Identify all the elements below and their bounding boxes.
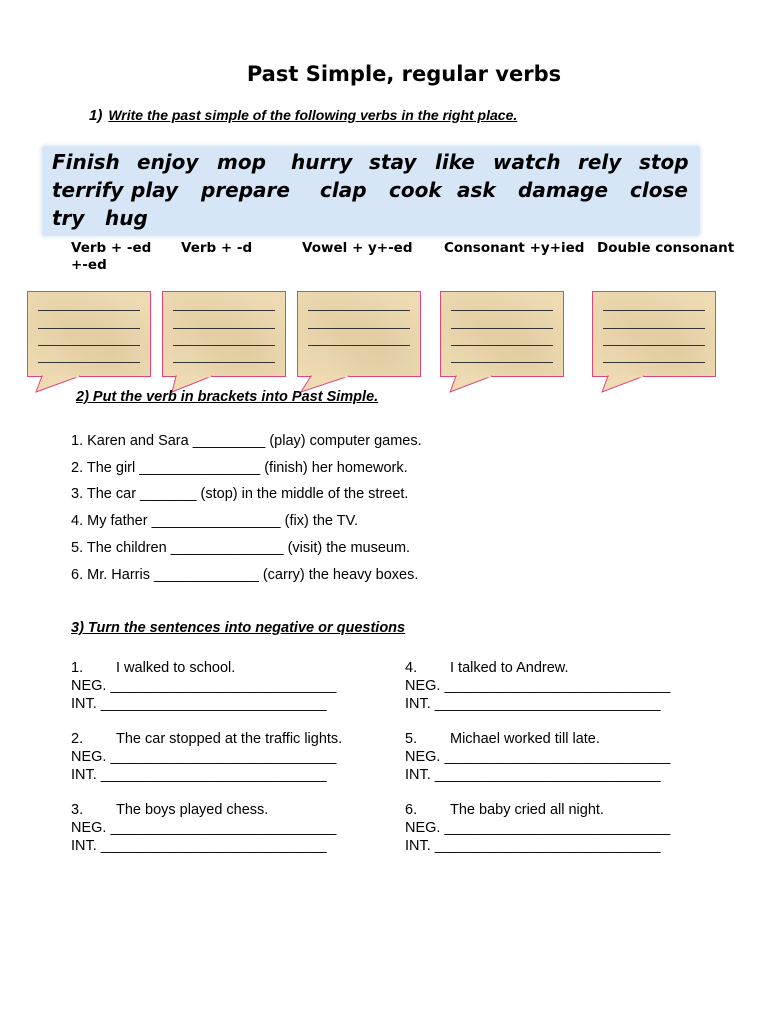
item-number: 2.: [71, 731, 84, 747]
exercise3-item: [71, 730, 342, 784]
item-sentence: The car stopped at the traffic lights.: [116, 731, 343, 747]
verb-word: stop: [639, 150, 689, 174]
column-heading-vowel-y: Vowel + y+-ed: [302, 240, 413, 256]
section1-number: 1): [89, 107, 103, 124]
verb-word: ask: [457, 178, 496, 202]
verb-word: cook: [389, 178, 442, 202]
exercise2-item: 6. Mr. Harris _____________ (carry) the heavy boxes.: [71, 567, 419, 583]
verb-word: clap: [320, 178, 367, 202]
column-heading-double-consonant: Double consonant: [597, 240, 735, 256]
verb-word: rely: [578, 150, 622, 174]
verb-word: damage: [518, 178, 609, 202]
exercise2-item: 1. Karen and Sara _________ (play) computer games.: [71, 433, 422, 449]
exercise2-item: 4. My father ________________ (fix) the TV.: [71, 513, 358, 529]
exercise2-item: 2. The girl _______________ (finish) her homework.: [71, 460, 408, 476]
answer-bubble-vowel-y: [297, 291, 421, 377]
verb-word: watch: [493, 150, 561, 174]
item-number: 1.: [71, 660, 84, 676]
answer-bubble-double-consonant: [592, 291, 716, 377]
verb-word: mop: [217, 150, 266, 174]
neg-line: NEG. ____________________________: [405, 678, 671, 694]
item-sentence: The baby cried all night.: [450, 802, 604, 818]
neg-line: NEG. ____________________________: [71, 678, 337, 694]
verb-word: Finish: [52, 150, 120, 174]
neg-line: NEG. ____________________________: [405, 820, 671, 836]
column-heading-line: Verb + -ed: [71, 240, 152, 256]
bubble-tail: [598, 376, 648, 394]
verb-word: prepare: [201, 178, 290, 202]
exercise3-item: [405, 801, 670, 855]
item-sentence: I walked to school.: [116, 660, 236, 676]
neg-line: NEG. ____________________________: [405, 749, 671, 765]
verb-word: hug: [105, 206, 148, 230]
int-line: INT. ____________________________: [405, 838, 661, 854]
verb-word: like: [435, 150, 475, 174]
int-line: INT. ____________________________: [405, 696, 661, 712]
verb-word: hurry: [291, 150, 353, 174]
neg-line: NEG. ____________________________: [71, 820, 337, 836]
verb-word: play: [131, 178, 179, 202]
verb-word-box: [42, 146, 700, 236]
bubble-tail: [446, 376, 496, 394]
verb-word: try: [52, 206, 85, 230]
verb-word: terrify: [52, 178, 124, 202]
verb-word: stay: [369, 150, 417, 174]
page-title: Past Simple, regular verbs: [246, 62, 562, 86]
column-heading-verb-ed: [71, 240, 151, 274]
exercise2-item: 5. The children ______________ (visit) the museum.: [71, 540, 411, 556]
int-line: INT. ____________________________: [71, 767, 327, 783]
int-line: INT. ____________________________: [405, 767, 661, 783]
answer-bubble-verb-ed: [27, 291, 151, 377]
exercise2-item: 3. The car _______ (stop) in the middle of the street.: [71, 486, 409, 502]
verb-word: close: [630, 178, 688, 202]
verb-word: enjoy: [137, 150, 199, 174]
exercise3-item: [405, 730, 670, 784]
item-number: 6.: [405, 802, 418, 818]
exercise3-item: [71, 801, 336, 855]
section3-instruction: 3) Turn the sentences into negative or questions: [71, 620, 406, 636]
column-heading-line: +-ed: [71, 257, 107, 273]
item-number: 4.: [405, 660, 418, 676]
section1-instruction-text: Write the past simple of the following verbs in the right place.: [108, 107, 518, 123]
int-line: INT. ____________________________: [71, 696, 327, 712]
answer-bubble-consonant-y: [440, 291, 564, 377]
exercise3-item: [71, 659, 336, 713]
neg-line: NEG. ____________________________: [71, 749, 337, 765]
int-line: INT. ____________________________: [71, 838, 327, 854]
item-sentence: Michael worked till late.: [450, 731, 600, 747]
item-sentence: I talked to Andrew.: [450, 660, 569, 676]
column-heading-consonant-y: Consonant +y+ied: [444, 240, 585, 256]
exercise3-item: [405, 659, 670, 713]
item-sentence: The boys played chess.: [116, 802, 269, 818]
item-number: 3.: [71, 802, 84, 818]
item-number: 5.: [405, 731, 418, 747]
section2-instruction: 2) Put the verb in brackets into Past Simple.: [76, 389, 379, 405]
section1-instruction: [89, 107, 517, 124]
answer-bubble-verb-d: [162, 291, 286, 377]
column-heading-verb-d: Verb + -d: [181, 240, 253, 256]
